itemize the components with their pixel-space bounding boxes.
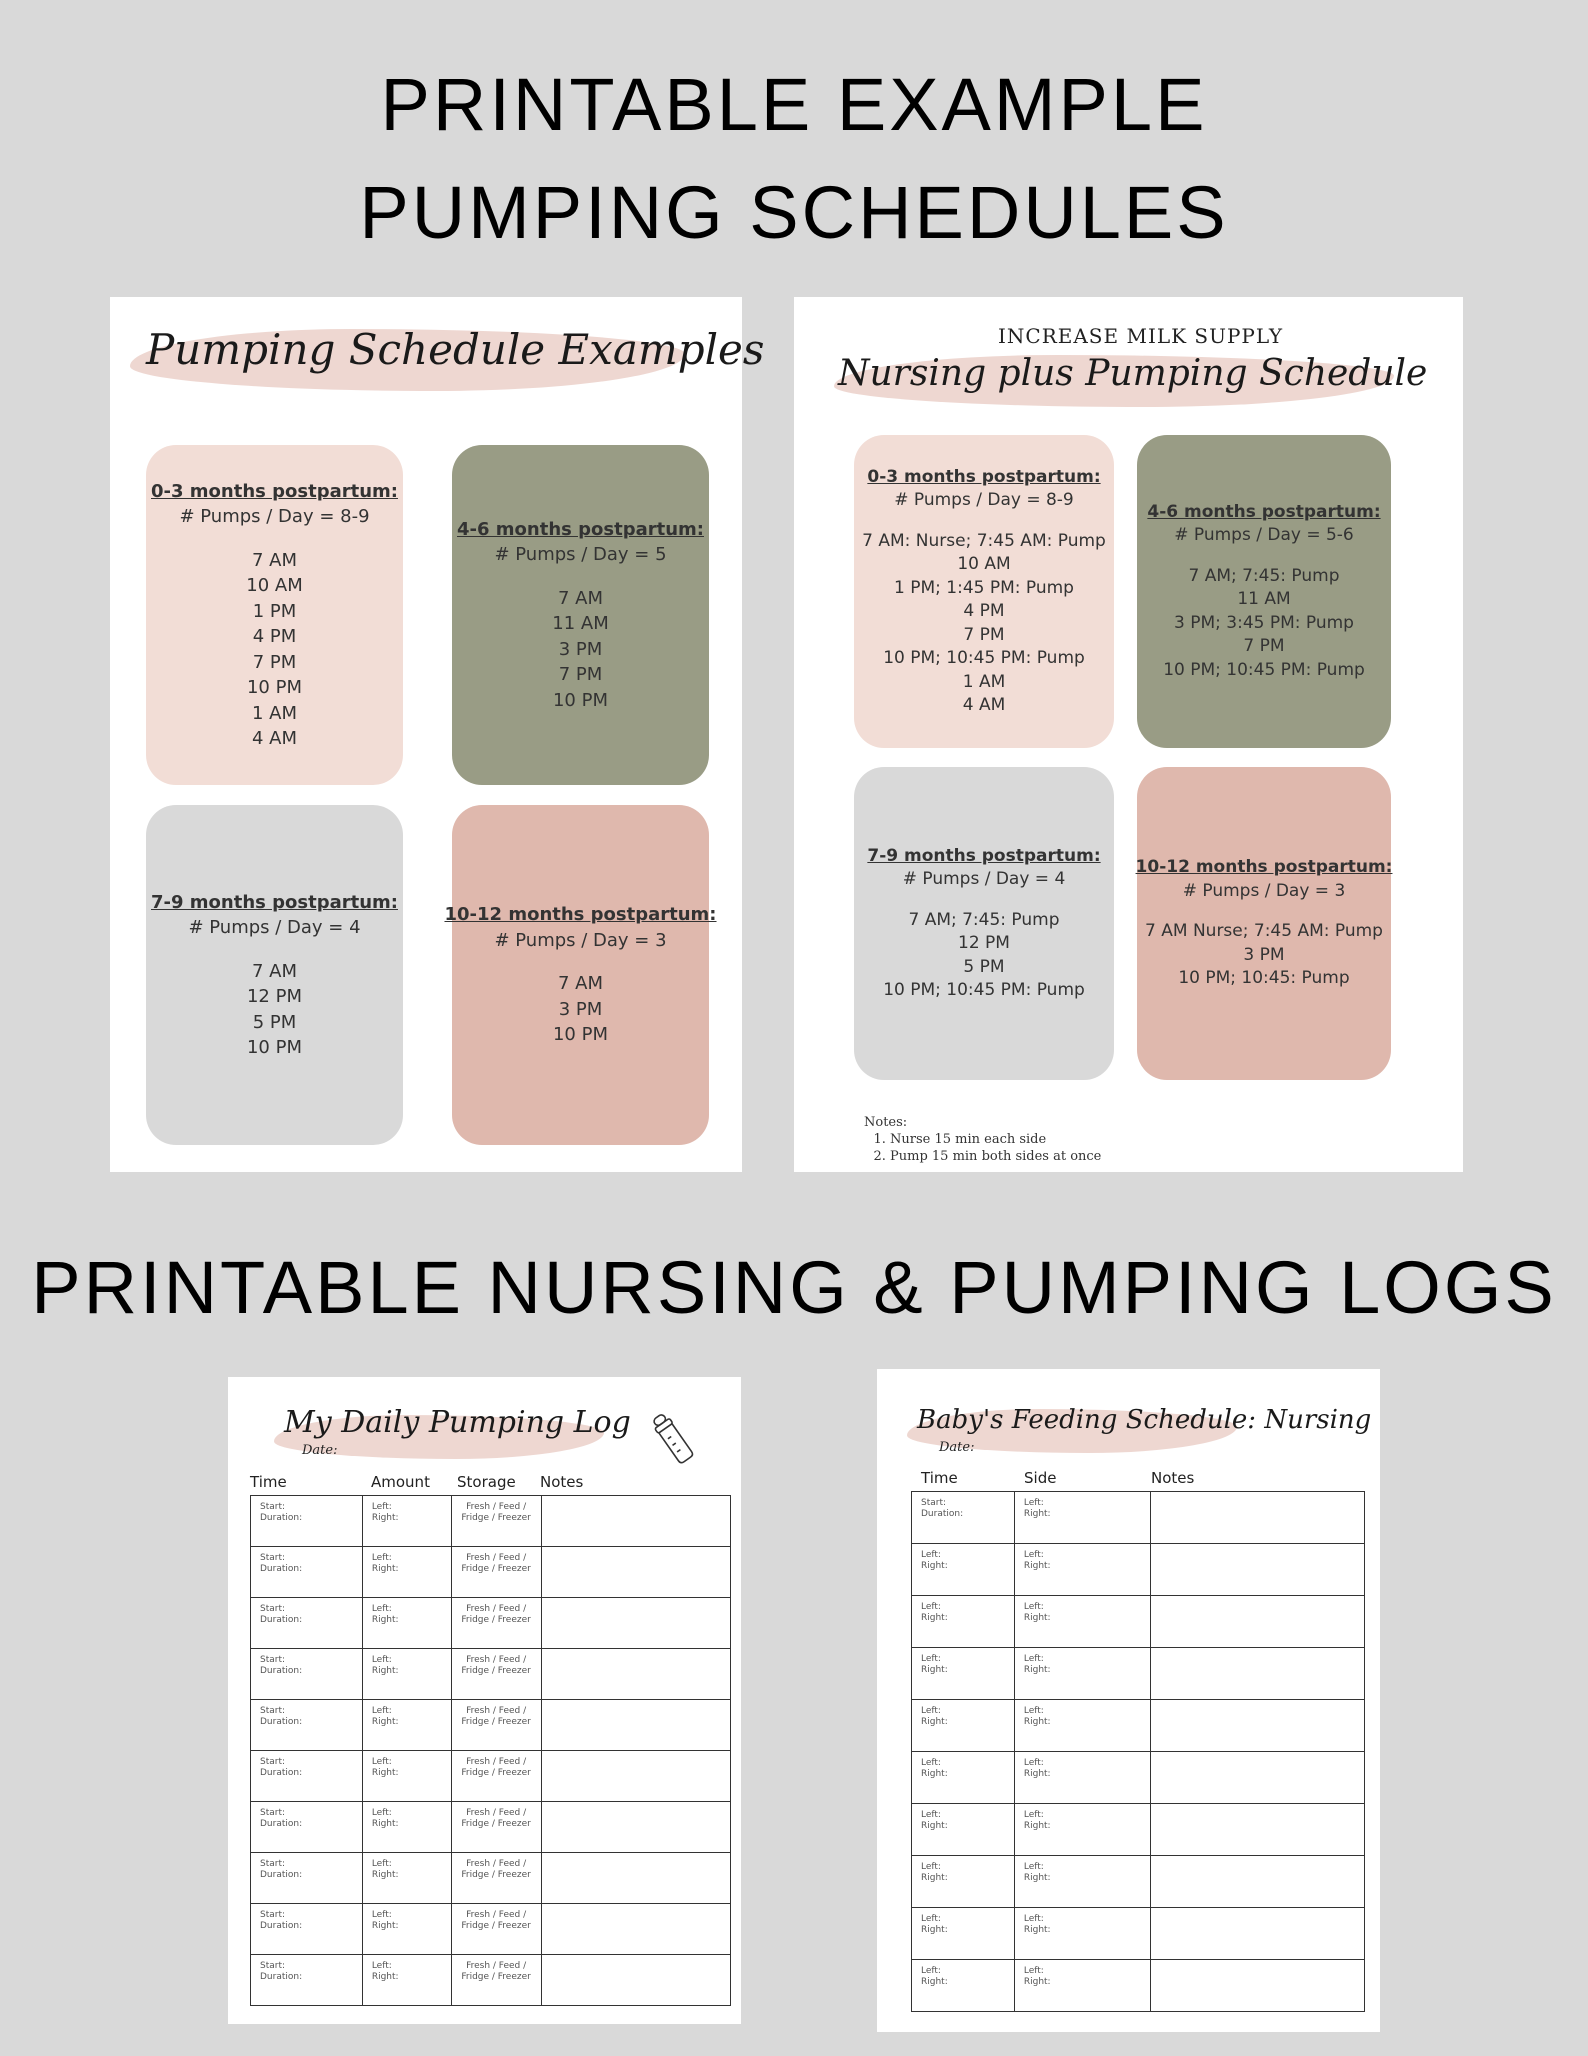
card-time: 10 AM xyxy=(957,554,1011,574)
card-time: 7 AM Nurse; 7:45 AM: Pump xyxy=(1145,921,1383,942)
card-time: 4 PM xyxy=(252,626,297,647)
table-cell[interactable]: Left: Right: xyxy=(1014,1596,1150,1648)
table-cell[interactable]: Left: Right: xyxy=(362,1955,451,2006)
card-time: 1 AM xyxy=(962,671,1006,692)
table-row xyxy=(251,1598,731,1649)
table-row xyxy=(912,1544,1365,1596)
table-cell[interactable]: Left: Right: xyxy=(362,1700,451,1751)
table-row xyxy=(251,1496,731,1547)
table-cell[interactable]: Fresh / Feed / Fridge / Freezer xyxy=(451,1547,541,1598)
table-row xyxy=(912,1752,1365,1804)
top-heading-line-1: PRINTABLE EXAMPLE xyxy=(380,63,1208,146)
note-item: 2. Pump 15 min both sides at once xyxy=(890,1148,1101,1165)
table-cell[interactable] xyxy=(1150,1648,1364,1700)
table-cell[interactable]: Start: Duration: xyxy=(251,1700,363,1751)
table-cell[interactable]: Left: Right: xyxy=(1014,1856,1150,1908)
column-header: Storage xyxy=(457,1473,516,1491)
table-cell[interactable]: Start: Duration: xyxy=(251,1955,363,2006)
column-header: Amount xyxy=(371,1473,430,1491)
schedule-card xyxy=(146,445,403,785)
table-cell[interactable]: Left: Right: xyxy=(912,1544,1015,1596)
column-header: Time xyxy=(250,1473,287,1491)
card-time: 7 AM xyxy=(557,973,604,995)
table-cell[interactable]: Left: Right: xyxy=(1014,1544,1150,1596)
table-row xyxy=(251,1955,731,2006)
table-row xyxy=(912,1856,1365,1908)
card-title: 0-3 months postpartum: xyxy=(867,466,1101,487)
table-cell[interactable] xyxy=(1150,1960,1364,2012)
table-cell[interactable]: Left: Right: xyxy=(362,1547,451,1598)
card-time: 7 PM xyxy=(963,624,1005,645)
card-title: 4-6 months postpartum: xyxy=(457,518,704,540)
column-header: Notes xyxy=(540,1473,584,1491)
card-pumps-per-day: # Pumps / Day = 4 xyxy=(902,869,1066,889)
table-cell[interactable]: Left: Right: xyxy=(912,1856,1015,1908)
card-title: 4-6 months postpartum: xyxy=(1147,501,1381,522)
top-heading-line-2: PUMPING SCHEDULES xyxy=(359,171,1229,254)
card-pumps-per-day: # Pumps / Day = 3 xyxy=(494,929,667,951)
table-cell[interactable]: Start: Duration: xyxy=(251,1649,363,1700)
card-time: 4 PM xyxy=(963,601,1005,621)
bottom-heading: PRINTABLE NURSING & PUMPING LOGS xyxy=(31,1246,1557,1329)
table-cell[interactable] xyxy=(541,1598,730,1649)
card-time: 10 AM xyxy=(246,575,303,596)
table-cell[interactable]: Left: Right: xyxy=(362,1904,451,1955)
card-title: 7-9 months postpartum: xyxy=(867,845,1101,866)
card-pumps-per-day: # Pumps / Day = 8-9 xyxy=(894,490,1074,510)
table-cell[interactable]: Fresh / Feed / Fridge / Freezer xyxy=(451,1700,541,1751)
card-pumps-per-day: # Pumps / Day = 8-9 xyxy=(179,506,370,527)
table-row xyxy=(251,1649,731,1700)
card-time: 5 PM xyxy=(252,1011,297,1033)
card-time: 3 PM xyxy=(1243,944,1285,965)
card-time: 1 PM xyxy=(252,600,297,622)
notes-label: Notes: xyxy=(864,1115,908,1130)
schedule-card xyxy=(444,805,717,1145)
table-cell[interactable]: Start: Duration: xyxy=(251,1547,363,1598)
card-title: 10-12 months postpartum: xyxy=(444,904,717,926)
notes-block xyxy=(864,1114,1101,1165)
nursing-pumping-page xyxy=(794,297,1463,1172)
card-time: 3 PM; 3:45 PM: Pump xyxy=(1174,612,1354,633)
card-time: 1 PM; 1:45 PM: Pump xyxy=(894,577,1074,598)
card-pumps-per-day: # Pumps / Day = 3 xyxy=(1182,880,1346,901)
table-cell[interactable]: Left: Right: xyxy=(1014,1492,1150,1544)
table-cell[interactable]: Left: Right: xyxy=(912,1596,1015,1648)
table-cell[interactable]: Fresh / Feed / Fridge / Freezer xyxy=(451,1649,541,1700)
table-cell[interactable]: Start: Duration: xyxy=(251,1802,363,1853)
table-cell[interactable] xyxy=(1150,1596,1364,1648)
card-time: 10 PM; 10:45 PM: Pump xyxy=(1163,659,1365,680)
card-time: 7 PM xyxy=(1243,636,1285,657)
card-time: 10 PM xyxy=(552,689,608,711)
table-cell[interactable]: Fresh / Feed / Fridge / Freezer xyxy=(451,1496,541,1547)
card-time: 12 PM xyxy=(246,986,302,1007)
table-cell[interactable]: Left: Right: xyxy=(912,1960,1015,2012)
table-cell[interactable]: Left: Right: xyxy=(1014,1804,1150,1856)
table-cell[interactable] xyxy=(1150,1856,1364,1908)
page-title: Pumping Schedule Examples xyxy=(146,325,765,374)
card-time: 10 PM; 10:45 PM: Pump xyxy=(883,980,1085,1000)
table-cell[interactable]: Left: Right: xyxy=(362,1751,451,1802)
page-kicker: INCREASE MILK SUPPLY xyxy=(998,324,1284,348)
schedule-card xyxy=(1137,767,1391,1080)
table-cell[interactable]: Fresh / Feed / Fridge / Freezer xyxy=(451,1802,541,1853)
table-row xyxy=(251,1751,731,1802)
card-title: 10-12 months postpartum: xyxy=(1135,857,1393,878)
table-row xyxy=(912,1492,1365,1544)
table-row xyxy=(912,1908,1365,1960)
card-time: 7 AM; 7:45: Pump xyxy=(1188,565,1340,586)
table-cell[interactable]: Fresh / Feed / Fridge / Freezer xyxy=(451,1751,541,1802)
log-title: Baby's Feeding Schedule: Nursing xyxy=(917,1405,1372,1435)
table-row xyxy=(912,1700,1365,1752)
table-cell[interactable]: Start: Duration: xyxy=(912,1492,1015,1544)
table-cell[interactable] xyxy=(1150,1700,1364,1752)
table-row xyxy=(912,1804,1365,1856)
schedule-card xyxy=(146,805,403,1145)
table-cell[interactable]: Start: Duration: xyxy=(251,1853,363,1904)
card-time: 7 AM xyxy=(251,960,298,982)
column-header: Time xyxy=(921,1469,958,1487)
pumping-log-page xyxy=(228,1377,741,2024)
table-row xyxy=(251,1853,731,1904)
nursing-log-page xyxy=(877,1369,1380,2032)
schedule-card xyxy=(1137,435,1391,748)
card-title: 7-9 months postpartum: xyxy=(151,891,398,913)
card-pumps-per-day: # Pumps / Day = 5-6 xyxy=(1174,525,1354,546)
table-cell[interactable]: Fresh / Feed / Fridge / Freezer xyxy=(451,1904,541,1955)
card-time: 10 PM xyxy=(552,1024,608,1046)
table-cell[interactable]: Fresh / Feed / Fridge / Freezer xyxy=(451,1598,541,1649)
table-row xyxy=(251,1904,731,1955)
table-cell[interactable]: Start: Duration: xyxy=(251,1496,363,1547)
table-cell[interactable] xyxy=(541,1904,730,1955)
table-cell[interactable]: Left: Right: xyxy=(362,1853,451,1904)
card-time: 12 PM xyxy=(958,933,1010,953)
column-header: Side xyxy=(1024,1469,1057,1487)
table-cell[interactable] xyxy=(1150,1804,1364,1856)
card-time: 10 PM xyxy=(246,677,302,698)
card-time: 11 AM xyxy=(1237,589,1291,610)
table-cell[interactable] xyxy=(1150,1908,1364,1960)
column-header: Notes xyxy=(1151,1469,1195,1487)
schedule-card xyxy=(854,767,1114,1080)
table-cell[interactable]: Left: Right: xyxy=(1014,1700,1150,1752)
baby-bottle-icon xyxy=(650,1407,698,1467)
table-cell[interactable] xyxy=(541,1496,730,1547)
table-cell[interactable]: Left: Right: xyxy=(912,1700,1015,1752)
card-time: 11 AM xyxy=(552,613,609,635)
schedule-card xyxy=(452,445,709,785)
card-time: 4 AM xyxy=(962,695,1006,715)
card-time: 7 AM xyxy=(557,587,604,609)
table-cell[interactable] xyxy=(1150,1544,1364,1596)
pumping-log-table xyxy=(250,1495,731,2006)
table-row xyxy=(251,1700,731,1751)
card-time: 4 AM xyxy=(251,728,298,749)
table-cell[interactable]: Start: Duration: xyxy=(251,1904,363,1955)
table-row xyxy=(912,1648,1365,1700)
table-cell[interactable]: Left: Right: xyxy=(1014,1908,1150,1960)
table-cell[interactable] xyxy=(541,1853,730,1904)
table-row xyxy=(251,1547,731,1598)
table-row xyxy=(912,1596,1365,1648)
page-title: Nursing plus Pumping Schedule xyxy=(838,353,1428,394)
card-time: 10 PM; 10:45: Pump xyxy=(1178,968,1350,989)
card-time: 10 PM xyxy=(246,1037,302,1058)
card-time: 7 AM xyxy=(251,549,298,571)
card-title: 0-3 months postpartum: xyxy=(151,480,398,502)
log-title: My Daily Pumping Log xyxy=(284,1405,631,1440)
table-cell[interactable]: Left: Right: xyxy=(912,1752,1015,1804)
table-cell[interactable]: Left: Right: xyxy=(1014,1960,1150,2012)
table-cell[interactable] xyxy=(541,1700,730,1751)
card-time: 5 PM xyxy=(963,956,1005,977)
table-cell[interactable] xyxy=(541,1802,730,1853)
card-time: 1 AM xyxy=(251,702,298,724)
schedule-card xyxy=(854,435,1114,748)
card-time: 3 PM xyxy=(558,998,603,1020)
card-pumps-per-day: # Pumps / Day = 4 xyxy=(188,917,361,938)
card-time: 7 AM: Nurse; 7:45 AM: Pump xyxy=(862,530,1106,551)
table-cell[interactable]: Start: Duration: xyxy=(251,1598,363,1649)
card-pumps-per-day: # Pumps / Day = 5 xyxy=(494,544,667,566)
card-time: 7 PM xyxy=(252,651,297,673)
schedule-examples-page xyxy=(110,297,765,1172)
nursing-log-table xyxy=(911,1491,1365,2012)
table-cell[interactable] xyxy=(541,1547,730,1598)
table-cell[interactable]: Left: Right: xyxy=(362,1802,451,1853)
table-cell[interactable]: Start: Duration: xyxy=(251,1751,363,1802)
card-time: 3 PM xyxy=(558,638,603,660)
table-cell[interactable]: Left: Right: xyxy=(1014,1648,1150,1700)
table-row xyxy=(251,1802,731,1853)
card-time: 7 PM xyxy=(558,664,603,686)
table-cell[interactable]: Left: Right: xyxy=(1014,1752,1150,1804)
table-cell[interactable] xyxy=(1150,1752,1364,1804)
table-cell[interactable] xyxy=(541,1649,730,1700)
table-cell[interactable]: Left: Right: xyxy=(362,1598,451,1649)
table-cell[interactable]: Fresh / Feed / Fridge / Freezer xyxy=(451,1853,541,1904)
table-cell[interactable]: Fresh / Feed / Fridge / Freezer xyxy=(451,1955,541,2006)
table-cell[interactable]: Left: Right: xyxy=(912,1908,1015,1960)
table-cell[interactable] xyxy=(1150,1492,1364,1544)
date-label: Date: xyxy=(939,1440,975,1455)
table-cell[interactable]: Left: Right: xyxy=(362,1496,451,1547)
date-label: Date: xyxy=(302,1443,338,1458)
card-time: 7 AM; 7:45: Pump xyxy=(908,909,1060,930)
note-item: 1. Nurse 15 min each side xyxy=(890,1131,1101,1148)
table-cell[interactable]: Left: Right: xyxy=(362,1649,451,1700)
table-row xyxy=(912,1960,1365,2012)
table-cell[interactable]: Left: Right: xyxy=(912,1648,1015,1700)
card-time: 10 PM; 10:45 PM: Pump xyxy=(883,648,1085,668)
table-cell[interactable] xyxy=(541,1751,730,1802)
table-cell[interactable] xyxy=(541,1955,730,2006)
table-cell[interactable]: Left: Right: xyxy=(912,1804,1015,1856)
